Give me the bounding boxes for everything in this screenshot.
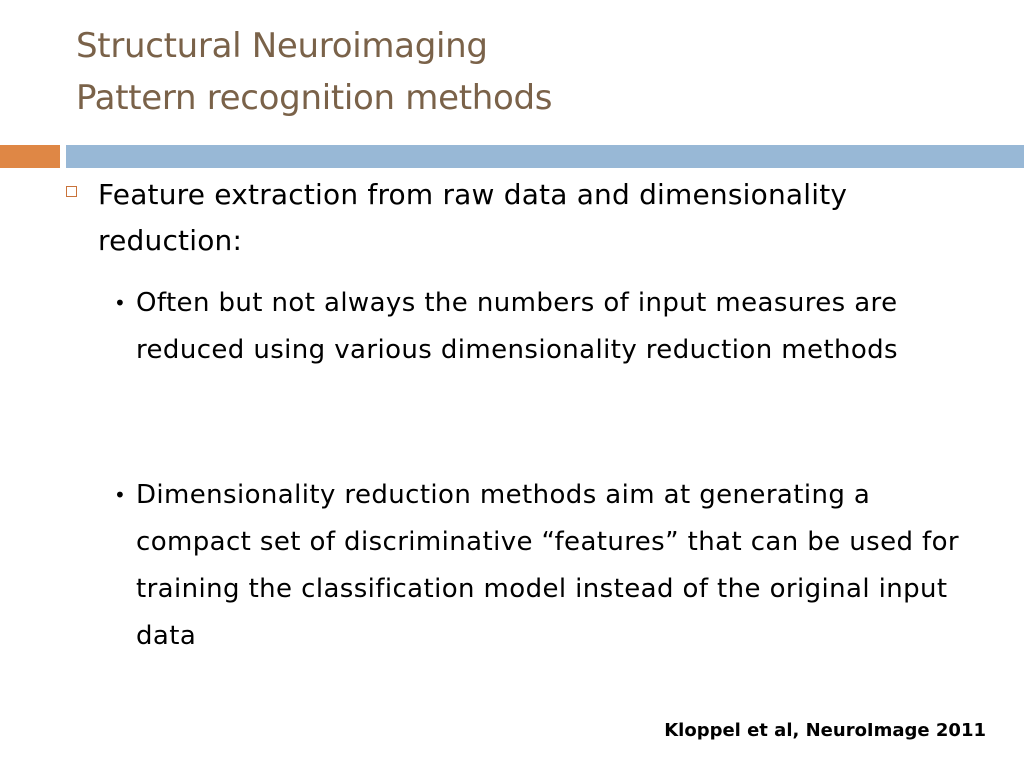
slide-title	[76, 20, 976, 124]
subbullet-2: Dimensionality reduction methods aim at generating a compact set of discriminative “features” that can be used for training the classification model instead of the original input data	[136, 480, 959, 651]
accent-bar-blue	[66, 145, 1024, 168]
bullet-level1: Feature extraction from raw data and dimensionality reduction:	[98, 178, 848, 257]
dot-bullet-icon: •	[114, 291, 126, 315]
title-line-2: Pattern recognition methods	[76, 78, 553, 118]
citation: Kloppel et al, NeuroImage 2011	[664, 720, 986, 741]
subbullet-1: Often but not always the numbers of input measures are reduced using various dimensionality reduction methods	[136, 288, 899, 365]
accent-bar-orange	[0, 145, 60, 168]
title-line-1: Structural Neuroimaging	[76, 26, 488, 66]
dot-bullet-icon: •	[114, 483, 126, 507]
square-bullet-icon	[66, 186, 77, 197]
